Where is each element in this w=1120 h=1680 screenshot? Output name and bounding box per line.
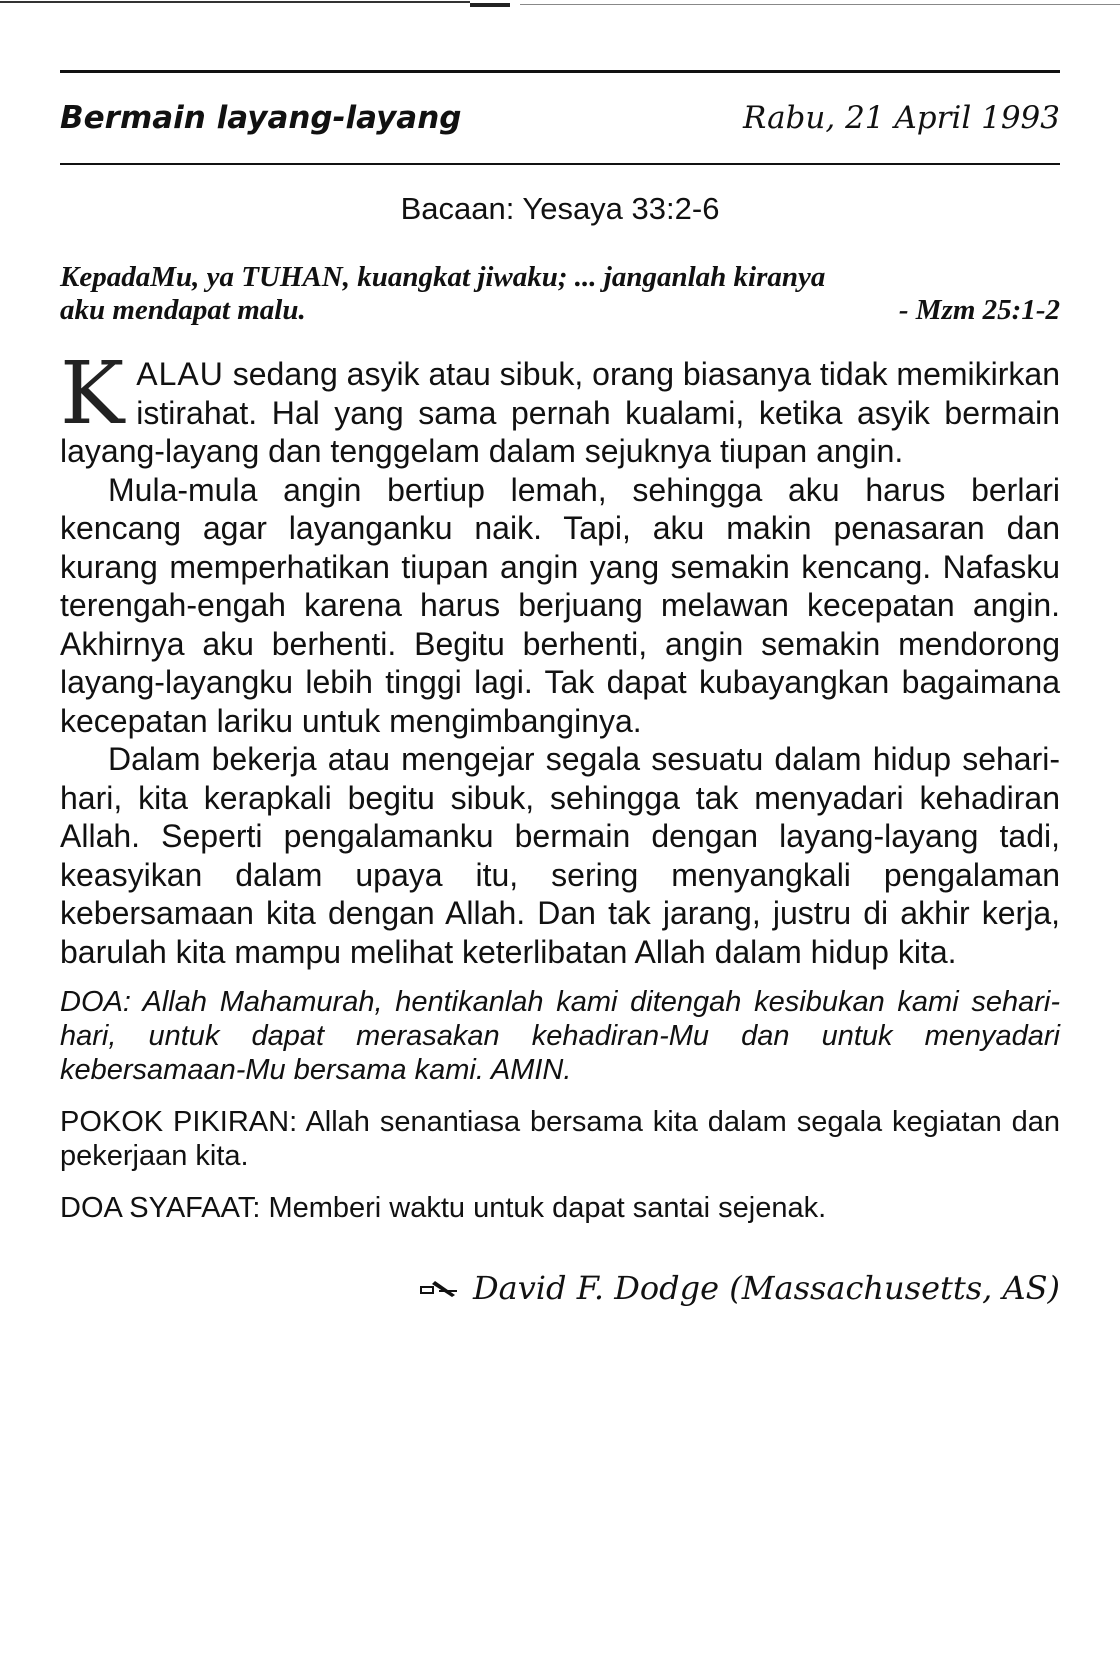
devotional-title: Bermain layang-layang: [60, 100, 462, 136]
devotional-date: Rabu, 21 April 1993: [743, 100, 1060, 136]
header-rule: [60, 163, 1060, 165]
devotional-page: [60, 70, 1060, 1307]
author-line: [60, 1269, 1060, 1307]
paragraph-1: [60, 344, 1060, 471]
author-name: David F. Dodge (Massachusetts, AS): [472, 1269, 1060, 1307]
scripture-reading: Bacaan: Yesaya 33:2-6: [400, 191, 720, 226]
verse-line-2: [60, 294, 1060, 327]
scan-streak: [470, 3, 510, 7]
lead-word: ALAU: [136, 356, 224, 392]
key-thought: POKOK PIKIRAN: Allah senantiasa bersama kita dalam segala kegiatan dan pekerjaan kita.: [60, 1106, 1060, 1172]
drop-cap: K: [60, 344, 125, 444]
pen-icon: [419, 1277, 459, 1299]
paragraph-1-text: sedang asyik atau sibuk, orang biasanya tidak memikirkan istirahat. Hal yang sama pernah kualami, ketika asyik bermain layang-layang dan tenggelam dalam sejuknya tiupan angin.: [60, 356, 1060, 469]
page-header: [60, 73, 1060, 163]
intercession: DOA SYAFAAT: Memberi waktu untuk dapat santai sejenak.: [60, 1192, 827, 1224]
prayer: DOA: Allah Mahamurah, hentikanlah kami ditengah kesibukan kami sehari-hari, untuk dapat merasakan kehadiran-Mu dan untuk menyadari kebersamaan-Mu bersama kami. AMIN.: [60, 986, 1060, 1086]
paragraph-3: Dalam bekerja atau mengejar segala sesuatu dalam hidup sehari-hari, kita kerapkali begitu sibuk, sehingga tak menyadari kehadiran Allah. Seperti pengalamanku bermain dengan layang-layang tadi, keasyikan dalam upaya itu, sering menyangkali pengalaman kebersamaan kita dengan Allah. Dan tak jarang, justru di akhir kerja, barulah kita mampu melihat keterlibatan Allah dalam hidup kita.: [60, 741, 1060, 970]
article-body: [60, 344, 1060, 971]
key-verse: [60, 261, 1060, 327]
verse-text: aku mendapat malu.: [60, 294, 306, 326]
verse-reference: - Mzm 25:1-2: [898, 294, 1060, 326]
paragraph-2: Mula-mula angin bertiup lemah, sehingga aku harus berlari kencang agar layanganku naik. Tapi, aku makin penasaran dan kurang memperhatikan tiupan angin yang semakin kencang. Nafasku terengah-engah karena harus berjuang melawan kecepatan angin. Akhirnya aku berhenti. Begitu berhenti, angin semakin mendorong layang-layangku lebih tinggi lagi. Tak dapat kubayangkan bagaimana kecepatan lariku untuk mengimbanginya.: [60, 471, 1060, 739]
scan-artifact: [0, 0, 1120, 8]
scan-streak: [0, 1, 470, 3]
verse-line-1: KepadaMu, ya TUHAN, kuangkat jiwaku; ... janganlah kiranya: [60, 261, 826, 293]
scan-streak: [520, 4, 1120, 5]
